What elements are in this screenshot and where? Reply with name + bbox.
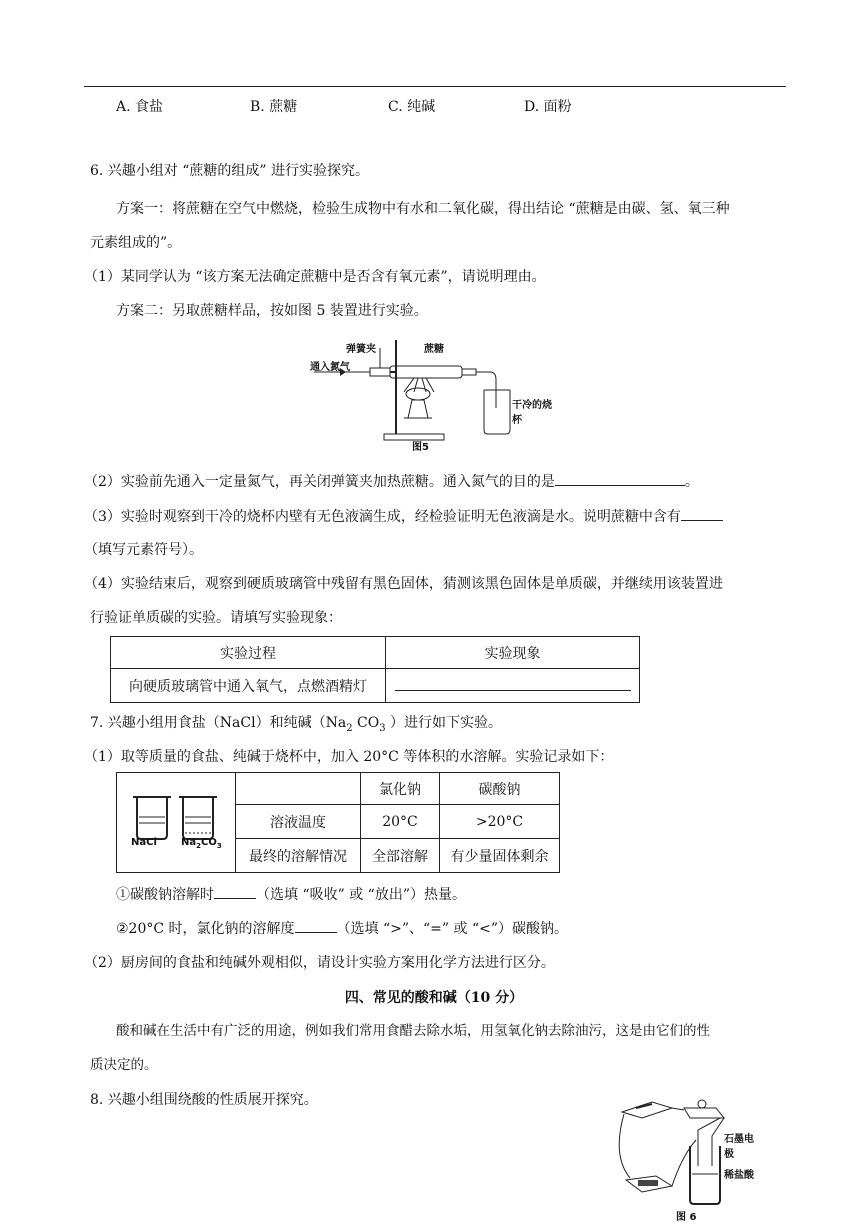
q6-sub1: （1）某同学认为 “该方案无法确定蔗糖中是否含有氧元素”，请说明理由。 [84,269,546,285]
label-na2co3-sub2: 3 [216,842,222,850]
row1-na2co3: >20°C [440,805,560,839]
q6-sub3-line2: （填写元素符号）。 [84,542,203,558]
label-na2co3-sub: 2 [196,842,201,850]
q6-plan2: 方案二：另取蔗糖样品，按如图 5 装置进行实验。 [116,303,428,319]
q6-sub3-line1 [84,506,723,527]
q6-experiment-table [110,636,640,703]
beakers-diagram [121,783,231,863]
answer-blank-item2[interactable] [295,918,337,933]
top-rule [84,86,786,87]
label-na2co3-a: Na [181,837,197,848]
option-b[interactable]: B. 蔗糖 [250,99,298,115]
q6-sub2-text: （2）实验前先通入一定量氮气，再关闭弹簧夹加热蔗糖。通入氮气的目的是 [84,474,555,490]
q7-sub1: （1）取等质量的食盐、纯碱于烧杯中，加入 20°C 等体积的水溶解。实验记录如下： [84,749,614,765]
header-blank [236,773,361,805]
section-4-intro-line2: 质决定的。 [90,1057,158,1073]
q6-sub3-text: （3）实验时观察到干冷的烧杯内壁有无色液滴生成，经检验证明无色液滴是水。说明蔗糖中含有 [84,509,681,525]
option-a[interactable]: A. 食盐 [116,99,164,115]
row1-nacl: 20°C [361,805,440,839]
q6-sub2 [84,471,699,492]
q6-sub4-line2: 行验证单质碳的实验。请填写实验现象： [90,610,342,626]
q6-sub2-end: 。 [684,474,699,490]
q7-sub2: （2）厨房间的食盐和纯碱外观相似，请设计实验方案用化学方法进行区分。 [84,955,555,971]
answer-blank-phenomenon[interactable] [395,676,631,691]
answer-blank-sub3[interactable] [681,506,723,521]
row2-label: 最终的溶解情况 [236,839,361,873]
beaker-figure-cell [117,773,236,873]
q7-stem-sub2: 3 [379,722,386,734]
label-beaker: 干冷的烧杯 [512,400,552,426]
figure-6 [612,1096,762,1223]
q7-item2 [116,918,568,939]
header-phenomenon: 实验现象 [386,637,640,669]
row-process: 向硬质玻璃管中通入氧气，点燃酒精灯 [111,669,386,703]
q7-stem-c: ）进行如下实验。 [385,715,503,731]
col-na2co3: 碳酸钠 [440,773,560,805]
q7-dissolution-table [116,772,560,873]
label-nacl: NaCl [131,837,157,848]
row2-nacl: 全部溶解 [361,839,440,873]
q6-plan1-line1: 方案一：将蔗糖在空气中燃烧，检验生成物中有水和二氧化碳，得出结论 “蔗糖是由碳、氢、氧三种 [116,201,730,217]
section-4-title: 四、常见的酸和碱（10 分） [344,990,524,1006]
label-electrode: 石墨电极 [724,1134,754,1160]
option-d[interactable]: D. 面粉 [524,99,572,115]
answer-blank-sub2[interactable] [555,471,685,486]
header-process: 实验过程 [111,637,386,669]
q7-item2-b: （选填 “>”、“=” 或 “<”）碳酸钠。 [336,921,569,937]
q7-item2-a: ②20°C 时，氯化钠的溶解度 [116,921,295,937]
label-acid: 稀盐酸 [724,1170,754,1181]
section-4-intro-line1: 酸和碱在生活中有广泛的用途，例如我们常用食醋去除水垢，用氢氧化钠去除油污，这是由它们的性 [116,1023,710,1039]
label-nitrogen: 通入氮气 [310,362,350,373]
label-sugar: 蔗糖 [424,344,444,355]
q6-stem: 6. 兴趣小组对 “蔗糖的组成” 进行实验探究。 [90,163,370,179]
q7-stem-sub: 2 [346,722,353,734]
q6-sub4-line1: （4）实验结束后，观察到硬质玻璃管中残留有黑色固体，猜测该黑色固体是单质碳，并继续用该装置进 [84,576,723,592]
q7-item1 [116,884,466,905]
col-nacl: 氯化钠 [361,773,440,805]
option-c[interactable]: C. 纯碱 [388,99,436,115]
label-na2co3 [181,837,222,850]
figure-6-caption: 图 6 [676,1212,697,1223]
answer-blank-item1[interactable] [214,884,256,899]
row1-label: 溶液温度 [236,805,361,839]
figure-5 [300,334,560,454]
figure-5-caption: 图5 [412,442,429,453]
q7-stem [90,713,502,739]
q6-plan1-line2: 元素组成的”。 [90,235,182,251]
label-spring-clip: 弹簧夹 [346,344,376,355]
q8-stem: 8. 兴趣小组围绕酸的性质展开探究。 [90,1092,318,1108]
row2-na2co3: 有少量固体剩余 [440,839,560,873]
label-na2co3-b: CO [201,837,217,848]
q7-item1-a: ①碳酸钠溶解时 [116,887,214,903]
q7-stem-a: 7. 兴趣小组用食盐（NaCl）和纯碱（Na [90,715,347,731]
q7-item1-b: （选填 “吸收” 或 “放出”）热量。 [256,887,466,903]
row-phenomenon-cell [386,669,640,703]
q7-stem-b: CO [352,715,380,731]
